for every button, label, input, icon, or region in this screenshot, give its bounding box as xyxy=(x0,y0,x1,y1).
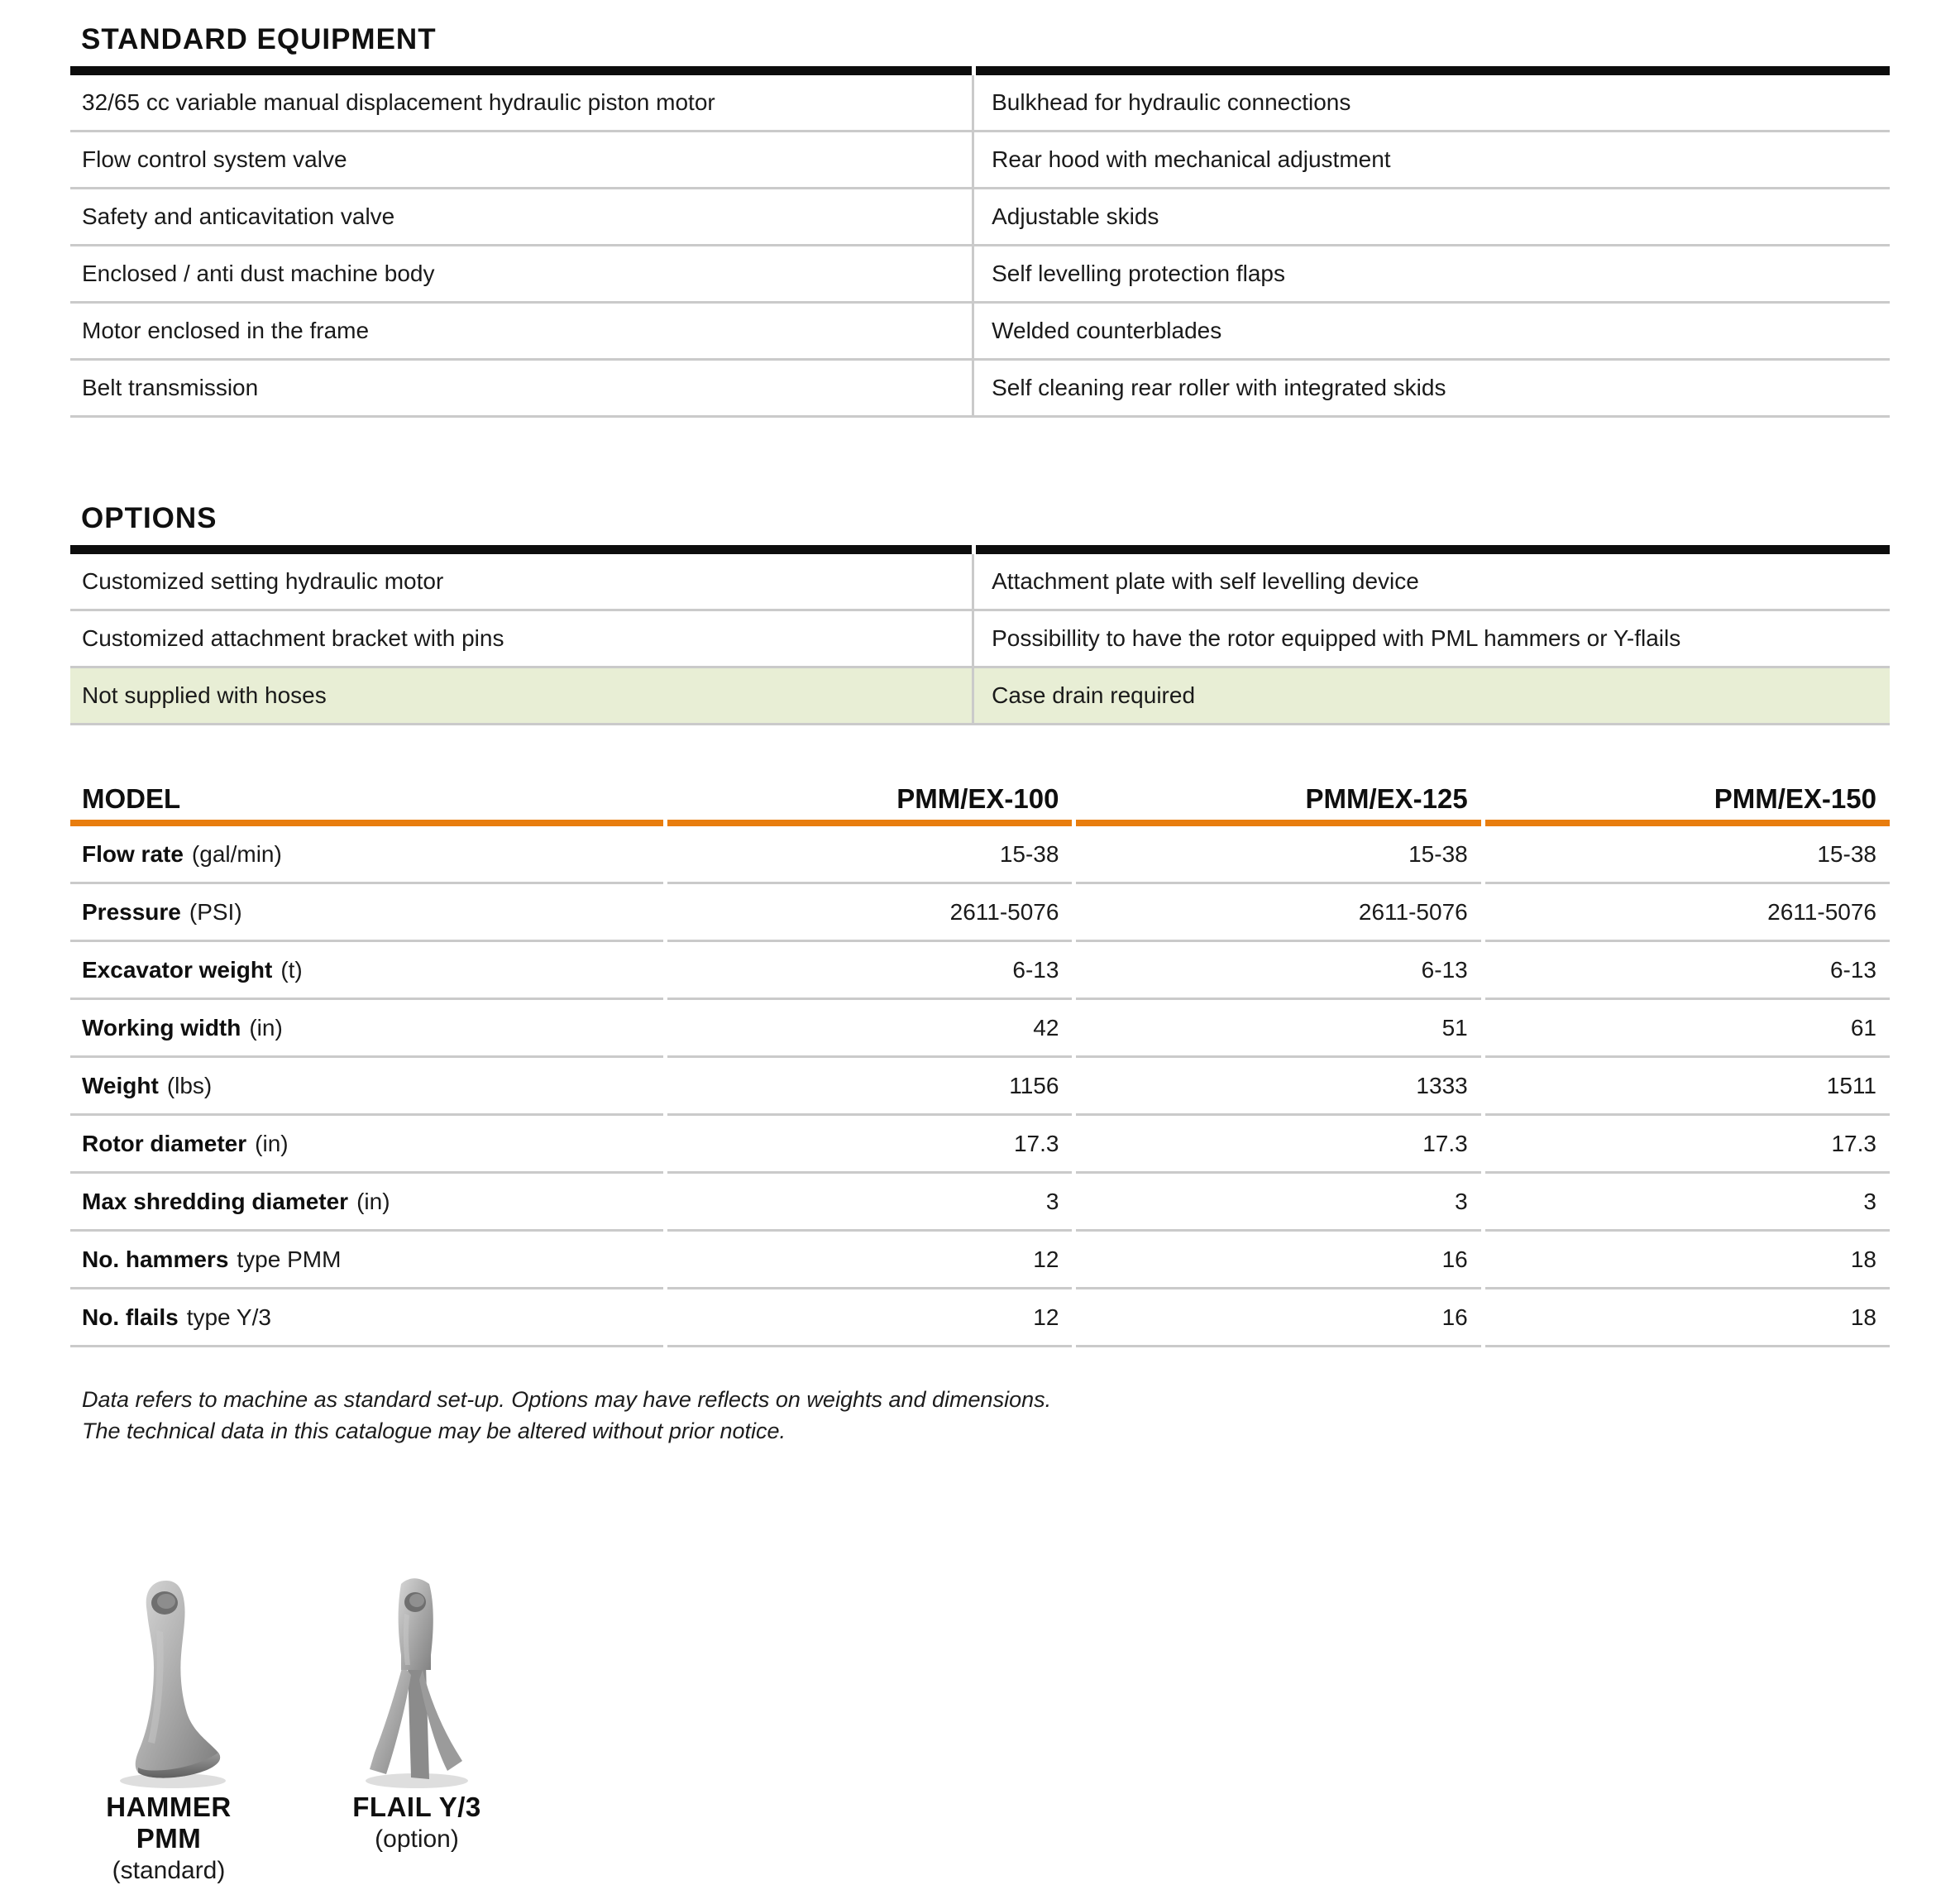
spec-unit: (in) xyxy=(255,1130,289,1156)
figure-title: HAMMER PMM xyxy=(106,1791,232,1854)
equipment-item: Welded counterblades xyxy=(972,304,1890,361)
option-item: Possibillity to have the rotor equipped with PML hammers or Y-flails xyxy=(972,611,1890,668)
spec-row-working-width xyxy=(70,1000,1890,1058)
footnote-line: The technical data in this catalogue may be altered without prior notice. xyxy=(82,1419,786,1444)
spec-label: Flow rate xyxy=(82,840,184,867)
hammer-pmm-image xyxy=(70,1570,267,1792)
equipment-item: Safety and anticavitation valve xyxy=(70,189,972,246)
spec-value: 17.3 xyxy=(1076,1116,1480,1174)
spec-label: No. flails xyxy=(82,1304,179,1330)
spec-value: 16 xyxy=(1076,1232,1480,1289)
spec-row-no-hammers xyxy=(70,1232,1890,1289)
model-column-header: PMM/EX-100 xyxy=(667,778,1072,826)
spec-value: 61 xyxy=(1485,1000,1890,1058)
option-item: Customized attachment bracket with pins xyxy=(70,611,972,668)
spec-unit: (in) xyxy=(356,1188,390,1214)
equipment-item: Bulkhead for hydraulic connections xyxy=(972,75,1890,132)
spec-value: 2611-5076 xyxy=(1485,884,1890,942)
spec-unit: type Y/3 xyxy=(186,1304,271,1330)
equipment-item: 32/65 cc variable manual displacement hydraulic piston motor xyxy=(70,75,972,132)
table-row xyxy=(70,611,1890,668)
footnotes xyxy=(82,1384,1890,1447)
footnote-line: Data refers to machine as standard set-up. Options may have reflects on weights and dimensions. xyxy=(82,1387,1052,1412)
flail-y3-figure xyxy=(318,1570,515,1885)
option-item: Customized setting hydraulic motor xyxy=(70,554,972,611)
spec-unit: (t) xyxy=(280,956,303,983)
table-row xyxy=(70,304,1890,361)
spec-row-no-flails xyxy=(70,1289,1890,1347)
spec-value: 51 xyxy=(1076,1000,1480,1058)
figure-caption xyxy=(318,1792,515,1854)
spec-label: Excavator weight xyxy=(82,956,273,983)
figure-subtitle: (option) xyxy=(375,1825,459,1853)
standard-equipment-title: STANDARD EQUIPMENT xyxy=(81,23,437,55)
table-row xyxy=(70,246,1890,304)
figure-subtitle: (standard) xyxy=(112,1856,226,1884)
spec-value: 1333 xyxy=(1076,1058,1480,1116)
equipment-item: Self cleaning rear roller with integrated skids xyxy=(972,361,1890,418)
equipment-item: Belt transmission xyxy=(70,361,972,418)
spec-row-weight xyxy=(70,1058,1890,1116)
rule-segment-left xyxy=(70,66,972,75)
flail-photo-icon xyxy=(347,1572,487,1792)
spec-label: Rotor diameter xyxy=(82,1130,247,1156)
table-row xyxy=(70,75,1890,132)
equipment-item: Adjustable skids xyxy=(972,189,1890,246)
spec-value: 17.3 xyxy=(667,1116,1072,1174)
spec-value: 17.3 xyxy=(1485,1116,1890,1174)
spec-value: 18 xyxy=(1485,1232,1890,1289)
model-table-section xyxy=(70,778,1890,1347)
spec-value: 3 xyxy=(667,1174,1072,1232)
table-row xyxy=(70,132,1890,189)
spec-value: 6-13 xyxy=(1076,942,1480,1000)
spec-value: 1156 xyxy=(667,1058,1072,1116)
spec-row-rotor-diameter xyxy=(70,1116,1890,1174)
table-row xyxy=(70,554,1890,611)
table-row xyxy=(70,189,1890,246)
equipment-item: Rear hood with mechanical adjustment xyxy=(972,132,1890,189)
equipment-item: Enclosed / anti dust machine body xyxy=(70,246,972,304)
hammer-pmm-figure xyxy=(70,1570,267,1885)
figure-caption xyxy=(70,1792,267,1885)
spec-value: 3 xyxy=(1485,1174,1890,1232)
spec-unit: (PSI) xyxy=(189,898,242,925)
equipment-item: Self levelling protection flaps xyxy=(972,246,1890,304)
rule-segment-right xyxy=(976,545,1890,554)
section-rule xyxy=(70,66,1890,75)
model-column-header: PMM/EX-125 xyxy=(1076,778,1480,826)
model-header-label: MODEL xyxy=(82,783,181,814)
spec-row-max-shredding-diameter xyxy=(70,1174,1890,1232)
standard-equipment-table xyxy=(70,75,1890,418)
spec-value: 15-38 xyxy=(667,826,1072,884)
figure-title: FLAIL Y/3 xyxy=(352,1791,481,1822)
spec-value: 1511 xyxy=(1485,1058,1890,1116)
spec-value: 16 xyxy=(1076,1289,1480,1347)
option-item: Case drain required xyxy=(972,668,1890,725)
spec-value: 6-13 xyxy=(1485,942,1890,1000)
options-title: OPTIONS xyxy=(81,502,218,534)
spec-label: Working width xyxy=(82,1014,241,1041)
spec-label: Max shredding diameter xyxy=(82,1188,349,1214)
spec-value: 2611-5076 xyxy=(667,884,1072,942)
hammer-photo-icon xyxy=(107,1572,231,1792)
model-table-header xyxy=(70,778,1890,826)
spec-unit: (gal/min) xyxy=(191,840,282,867)
option-item: Attachment plate with self levelling device xyxy=(972,554,1890,611)
rule-segment-right xyxy=(976,66,1890,75)
model-column-header: PMM/EX-150 xyxy=(1485,778,1890,826)
flail-y3-image xyxy=(318,1570,515,1792)
options-section xyxy=(70,502,1890,725)
spec-value: 18 xyxy=(1485,1289,1890,1347)
spec-value: 42 xyxy=(667,1000,1072,1058)
spec-label: Pressure xyxy=(82,898,181,925)
spec-value: 12 xyxy=(667,1289,1072,1347)
spec-row-flow-rate xyxy=(70,826,1890,884)
options-table xyxy=(70,554,1890,725)
spec-value: 2611-5076 xyxy=(1076,884,1480,942)
spec-label: Weight xyxy=(82,1072,159,1098)
spec-unit: (lbs) xyxy=(166,1072,213,1098)
spec-label: No. hammers xyxy=(82,1246,229,1272)
option-item: Not supplied with hoses xyxy=(70,668,972,725)
spec-row-excavator-weight xyxy=(70,942,1890,1000)
spec-unit: type PMM xyxy=(237,1246,342,1272)
standard-equipment-section xyxy=(70,23,1890,418)
equipment-item: Motor enclosed in the frame xyxy=(70,304,972,361)
spec-value: 12 xyxy=(667,1232,1072,1289)
table-row-highlighted xyxy=(70,668,1890,725)
spec-unit: (in) xyxy=(249,1014,283,1041)
spec-value: 6-13 xyxy=(667,942,1072,1000)
rule-segment-left xyxy=(70,545,972,554)
figures-row xyxy=(70,1570,1890,1885)
spec-row-pressure xyxy=(70,884,1890,942)
spec-value: 15-38 xyxy=(1485,826,1890,884)
spec-value: 15-38 xyxy=(1076,826,1480,884)
equipment-item: Flow control system valve xyxy=(70,132,972,189)
section-rule xyxy=(70,545,1890,554)
spec-value: 3 xyxy=(1076,1174,1480,1232)
table-row xyxy=(70,361,1890,418)
